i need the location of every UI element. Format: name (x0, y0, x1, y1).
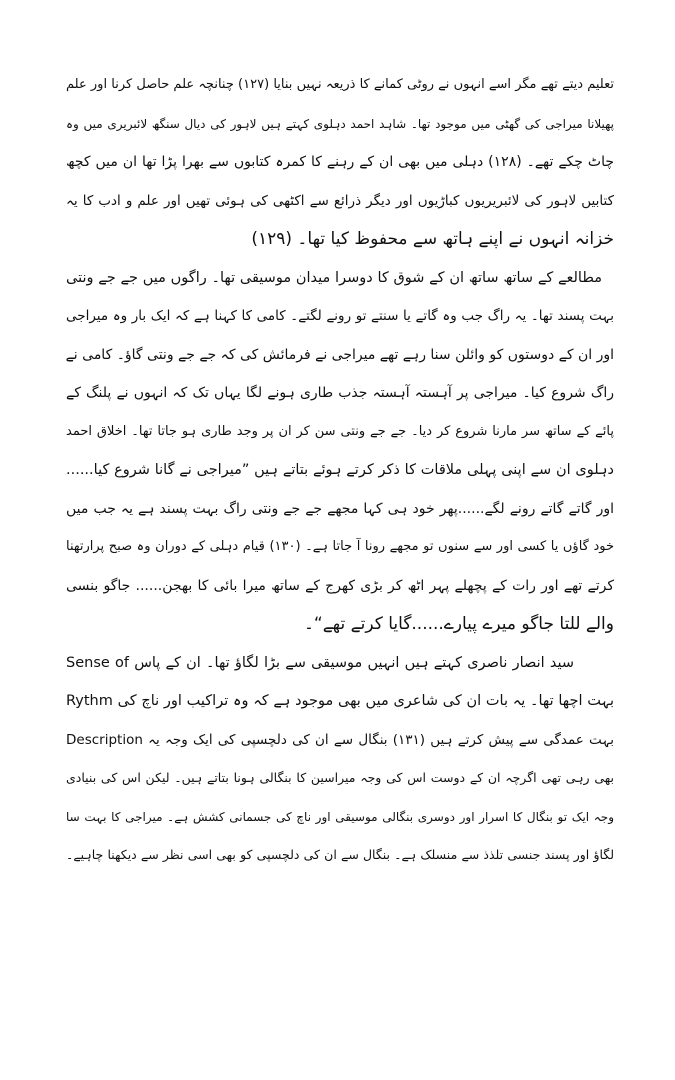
text-line: سید انصار ناصری کہتے ہیں انہیں موسیقی سے بڑا لگاؤ تھا۔ ان کے پاس Sense of (66, 654, 574, 671)
text-line: پھیلانا میراجی کی گھٹی میں موجود تھا۔ شاہد احمد دہلوی کہتے ہیں لاہور کی دیال سنگھ لائبریری میں وہ (66, 116, 614, 131)
text-line: Description بہت عمدگی سے پیش کرتے ہیں (۱۳۱) بنگال سے ان کی دلچسپی کی ایک وجہ یہ (66, 731, 614, 748)
text-line: لگاؤ اور پسند جنسی تلذذ سے منسلک ہے۔ بنگال سے ان کی دلچسپی کو بھی اسی نظر سے دیکھنا چاہیے۔ (66, 847, 614, 862)
text-line: کرتے تھے اور رات کے پچھلے پہر اٹھ کر بڑی کھرج کے ساتھ میرا بائی کا بھجن...... جاگو بنسی (66, 577, 614, 594)
text-line: بھی رہی تھی اگرچہ ان کے دوست اس کی وجہ میراسین کا بنگالی ہونا بتاتے ہیں۔ لیکن اس کی بنیادی (66, 770, 614, 785)
text-line: وجہ ایک تو بنگال کا اسرار اور دوسری بنگالی موسیقی اور ناچ کی جسمانی کشش ہے۔ میراجی کا بہت سا (66, 809, 614, 824)
text-line: والے للتا جاگو میرے پیارے......گایا کرتے تھے“۔ (303, 614, 614, 634)
text-line: Rythm بہت اچھا تھا۔ یہ بات ان کی شاعری میں بھی موجود ہے کہ وہ تراکیب اور ناچ کی (66, 693, 614, 709)
paragraph-music (66, 259, 614, 644)
text-line: راگ شروع کیا۔ میراجی پر آہستہ آہستہ جذب طاری ہونے لگا یہاں تک کہ انہوں نے پلنگ کے (66, 385, 614, 401)
text-line: اور ان کے دوستوں کو وائلن سنا رہے تھے میراجی نے فرمائش کی کہ جے جے ونتی گاؤ۔ کامی نے (66, 346, 614, 363)
text-line: پائے کے ساتھ سر مارنا شروع کر دیا۔ جے جے ونتی سن کر ان پر وجد طاری ہو جاتا تھا۔ اخلاق احمد (66, 423, 614, 439)
text-line: مطالعے کے ساتھ ساتھ ان کے شوق کا دوسرا میدان موسیقی تھا۔ راگوں میں جے جے ونتی (66, 269, 602, 286)
paragraph-bengal (66, 644, 614, 875)
text-line: تعلیم دیتے تھے مگر اسے انہوں نے روٹی کمانے کا ذریعہ نہیں بنایا (۱۲۷) چنانچہ علم حاصل کرنا اور علم (66, 77, 614, 92)
text-line: کتابیں لاہور کی لائبریریوں کباڑیوں اور دیگر ذرائع سے اکٹھی کی ہوئی تھیں اور علم و ادب کا یہ (66, 192, 614, 209)
text-line: چاٹ چکے تھے۔ (۱۲۸) دہلی میں بھی ان کے رہنے کا کمرہ کتابوں سے بھرا پڑا تھا ان میں کچھ (66, 154, 614, 170)
text-line: خود گاؤں یا کسی اور سے سنوں تو مجھے رونا آ جاتا ہے۔ (۱۳۰) قیام دہلی کے دوران وہ صبح پرارتھنا (66, 539, 614, 554)
paragraph-education (66, 66, 614, 259)
text-line: بہت پسند تھا۔ یہ راگ جب وہ گاتے یا سنتے تو رونے لگتے۔ کامی کا کہنا ہے کہ ایک بار وہ میراجی (66, 308, 614, 324)
text-line: دہلوی ان سے اپنی پہلی ملاقات کا ذکر کرتے ہوئے بتاتے ہیں ”میراجی نے گانا شروع کیا...... (66, 462, 614, 478)
text-line: خزانہ انہوں نے اپنے ہاتھ سے محفوظ کیا تھا۔ (۱۲۹) (251, 229, 614, 249)
text-line: اور گاتے گاتے رونے لگے......پھر خود ہی کہا مجھے جے جے ونتی راگ بہت پسند ہے یہ جب میں (66, 500, 614, 517)
page-body-text (66, 66, 614, 875)
